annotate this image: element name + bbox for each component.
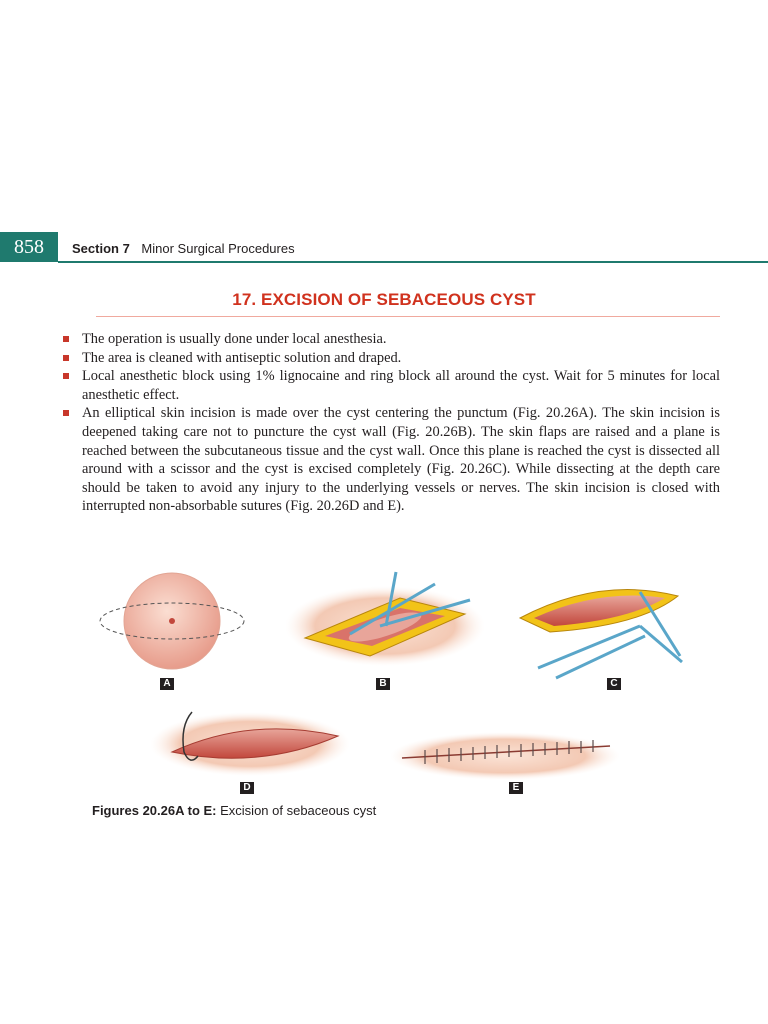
bullet-square-icon bbox=[63, 336, 69, 342]
bullet-square-icon bbox=[63, 410, 69, 416]
bullet-square-icon bbox=[63, 355, 69, 361]
panel-c bbox=[520, 590, 682, 678]
label-d: D bbox=[240, 782, 254, 794]
panel-e bbox=[390, 732, 620, 780]
title-rule bbox=[96, 316, 720, 317]
list-item bbox=[60, 330, 720, 349]
caption-text: Excision of sebaceous cyst bbox=[220, 803, 377, 818]
panel-d bbox=[150, 712, 350, 776]
list-item-text: The operation is usually done under local anesthesia. bbox=[82, 331, 387, 347]
figure-caption bbox=[92, 803, 376, 818]
procedure-steps bbox=[60, 330, 720, 516]
list-item bbox=[60, 404, 720, 516]
bullet-square-icon bbox=[63, 373, 69, 379]
surgical-figure bbox=[80, 556, 720, 806]
label-b: B bbox=[376, 678, 390, 690]
figure-illustration bbox=[80, 556, 720, 806]
list-item-text: Local anesthetic block using 1% lignocaine and ring block all around the cyst. Wait for 5 minutes for local anesthetic effect. bbox=[82, 368, 720, 403]
list-item bbox=[60, 367, 720, 404]
running-header bbox=[72, 240, 295, 258]
label-c: C bbox=[607, 678, 621, 690]
page-title: 17. EXCISION OF SEBACEOUS CYST bbox=[232, 290, 536, 309]
caption-label: Figures 20.26A to E: bbox=[92, 803, 217, 818]
header-rule bbox=[58, 261, 768, 263]
label-a: A bbox=[160, 678, 174, 690]
list-item-text: The area is cleaned with antiseptic solution and draped. bbox=[82, 349, 402, 366]
page-number: 858 bbox=[0, 232, 58, 262]
panel-b bbox=[285, 572, 485, 666]
section-label: Section 7 bbox=[72, 241, 130, 256]
label-e: E bbox=[509, 782, 523, 794]
list-item bbox=[60, 349, 720, 368]
section-title: Minor Surgical Procedures bbox=[141, 241, 295, 256]
list-item-text: An elliptical skin incision is made over the cyst centering the punctum (Fig. 20.26A). The skin incision is deepened taking care not to puncture the cyst wall (Fig. 20.26B). The skin flaps are raised and a plane is reached between the subcutaneous tissue and the cyst wall. Once this plane is reached the cyst is dissected all around with a scissor and the cyst is excised completely (Fig. 20.26C). While dissecting at the depth care should be taken to avoid any injury to the underlying vessels or nerves. The skin incision is closed with interrupted non-absorbable sutures (Fig. 20.26D and E). bbox=[82, 405, 720, 515]
panel-a bbox=[100, 573, 244, 669]
